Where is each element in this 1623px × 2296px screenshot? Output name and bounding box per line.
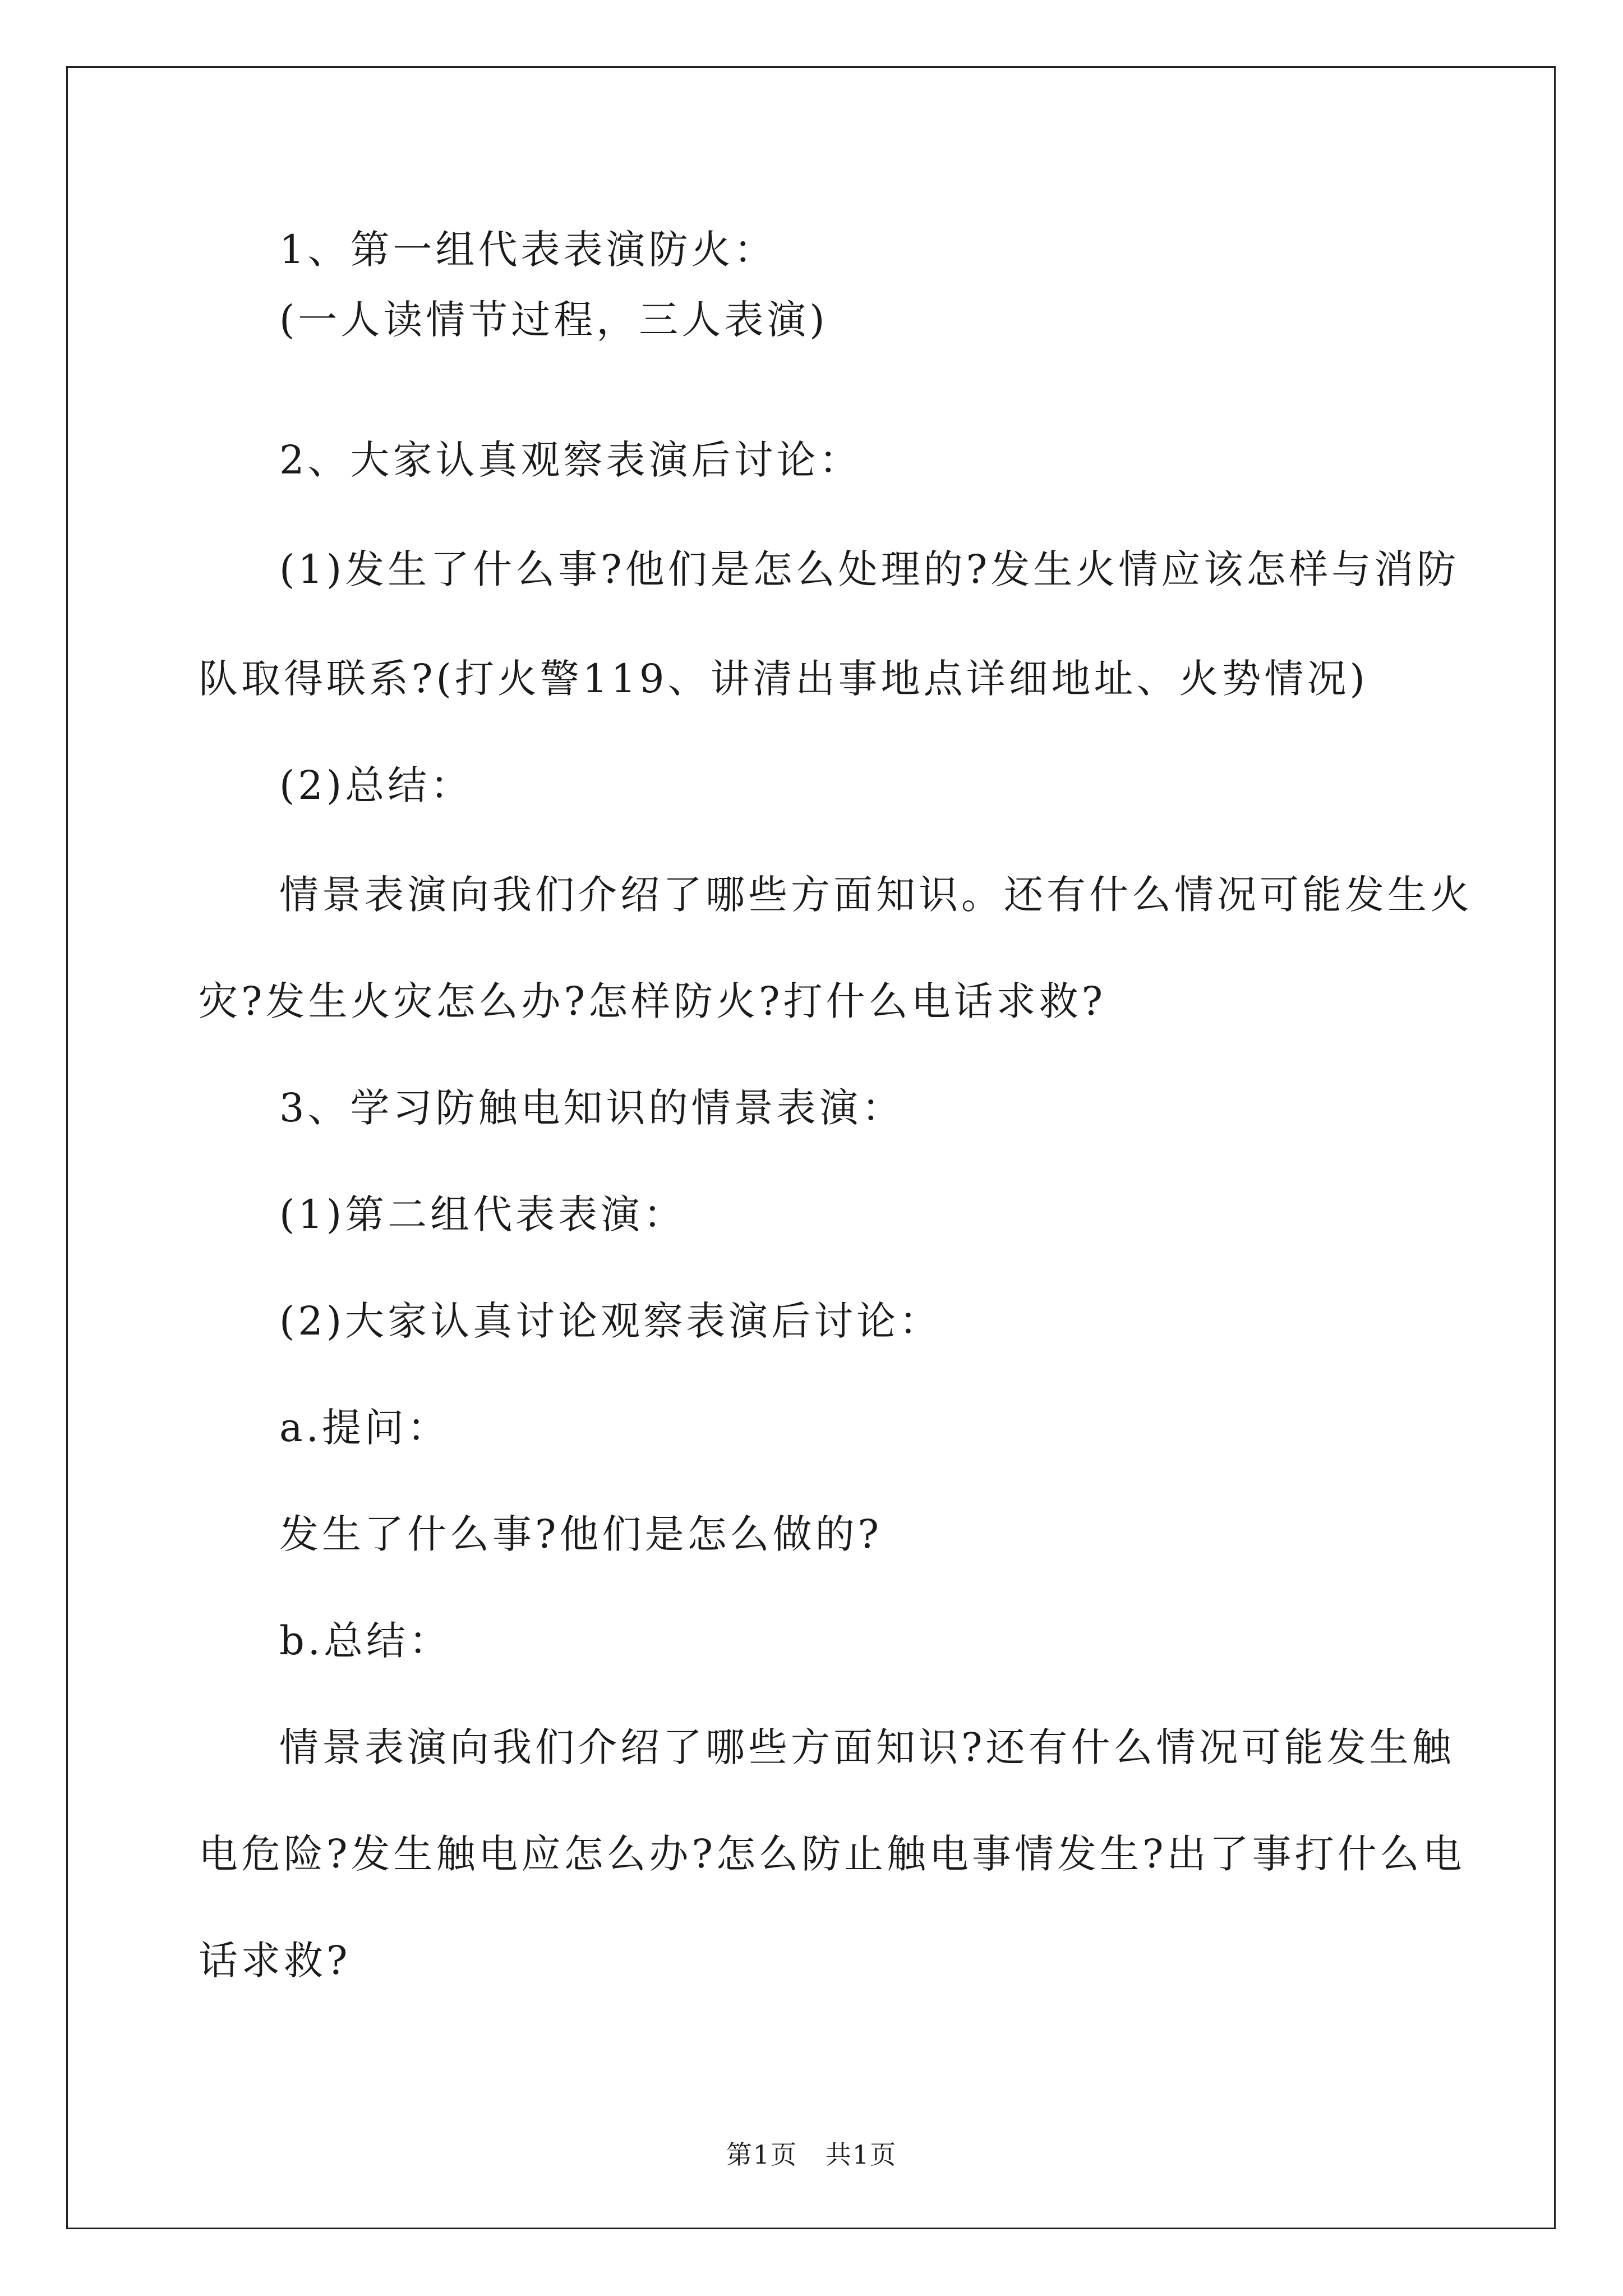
paragraph-question-label: a.提问：: [279, 1405, 450, 1451]
paragraph-question-1-cont: 队取得联系?(打火警119、讲清出事地点详细地址、火势情况): [199, 656, 1368, 702]
paragraph-summary-2: 情景表演向我们介绍了哪些方面知识?还有什么情况可能发生触: [279, 1724, 1455, 1770]
paragraph-summary-1: 情景表演向我们介绍了哪些方面知识。还有什么情况可能发生火: [279, 872, 1473, 918]
heading-electric-safety: 3、学习防触电知识的情景表演：: [279, 1085, 905, 1131]
paragraph-summary-label-2: b.总结：: [279, 1618, 452, 1664]
paragraph-summary-label: (2)总结：: [279, 762, 473, 808]
paragraph-note: (一人读情节过程，三人表演): [279, 297, 828, 343]
paragraph-summary-1-cont: 灾?发生火灾怎么办?怎样防火?打什么电话求救?: [199, 978, 1106, 1024]
paragraph-summary-2-cont: 电危险?发生触电应怎么办?怎么防止触电事情发生?出了事打什么电: [199, 1831, 1465, 1877]
heading-discussion: 2、大家认真观察表演后讨论：: [279, 437, 862, 483]
paragraph-summary-2-end: 话求救?: [199, 1938, 351, 1984]
page-border: [66, 66, 1556, 2229]
paragraph-question-1: (1)发生了什么事?他们是怎么处理的?发生火情应该怎样与消防: [279, 546, 1460, 592]
paragraph-group-2: (1)第二组代表表演：: [279, 1191, 686, 1237]
paragraph-discussion-2: (2)大家认真讨论观察表演后讨论：: [279, 1298, 942, 1344]
paragraph-question-2: 发生了什么事?他们是怎么做的?: [279, 1511, 883, 1557]
heading-fire-drill: 1、第一组代表表演防火：: [279, 227, 777, 273]
page-number-footer: 第1页 共1页: [726, 2139, 897, 2170]
